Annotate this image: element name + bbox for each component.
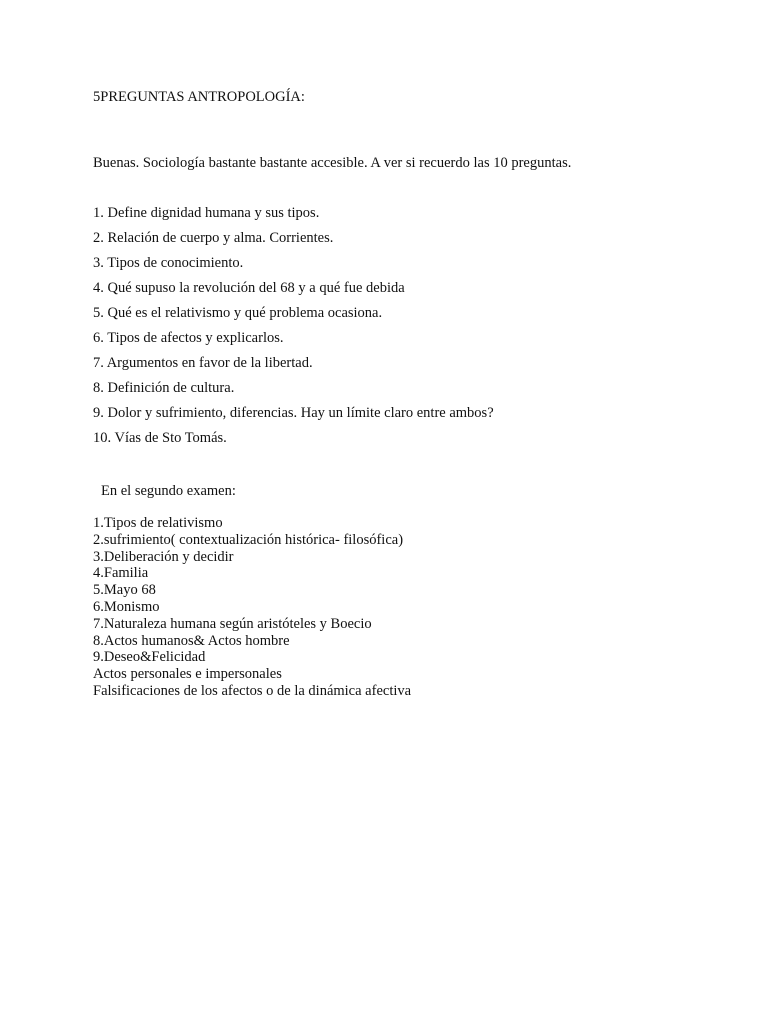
second-exam-item: 2.sufrimiento( contextualización histórica- filosófica): [93, 531, 404, 548]
second-exam-item: Falsificaciones de los afectos o de la dinámica afectiva: [93, 682, 412, 699]
second-exam-item: 1.Tipos de relativismo: [93, 515, 223, 531]
question-item: 3. Tipos de conocimiento.: [93, 255, 244, 271]
second-exam-item: 7.Naturaleza humana según aristóteles y Boecio: [93, 615, 372, 632]
second-exam-item: Actos personales e impersonales: [93, 666, 282, 683]
question-item: 8. Definición de cultura.: [93, 380, 235, 396]
question-item: 7. Argumentos en favor de la libertad.: [93, 355, 313, 371]
second-exam-item: 8.Actos humanos& Actos hombre: [93, 632, 290, 649]
second-exam-heading: En el segundo examen:: [101, 483, 236, 499]
intro-paragraph: Buenas. Sociología bastante bastante accesible. A ver si recuerdo las 10 preguntas.: [93, 155, 572, 171]
document-title: 5PREGUNTAS ANTROPOLOGÍA:: [93, 89, 305, 105]
question-item: 10. Vías de Sto Tomás.: [93, 430, 227, 446]
question-item: 2. Relación de cuerpo y alma. Corrientes.: [93, 230, 334, 246]
second-exam-item: 5.Mayo 68: [93, 582, 156, 599]
second-exam-item: 9.Deseo&Felicidad: [93, 649, 206, 666]
question-item: 5. Qué es el relativismo y qué problema ocasiona.: [93, 305, 383, 321]
question-item: 4. Qué supuso la revolución del 68 y a qué fue debida: [93, 280, 405, 296]
second-exam-item: 3.Deliberación y decidir: [93, 548, 234, 565]
question-item: 1. Define dignidad humana y sus tipos.: [93, 205, 320, 221]
second-exam-item: 6.Monismo: [93, 598, 160, 615]
question-item: 6. Tipos de afectos y explicarlos.: [93, 330, 284, 346]
second-exam-list: [93, 515, 411, 700]
second-exam-item: 4.Familia: [93, 565, 149, 582]
question-item: 9. Dolor y sufrimiento, diferencias. Hay un límite claro entre ambos?: [93, 405, 494, 421]
questions-list: [93, 204, 494, 454]
